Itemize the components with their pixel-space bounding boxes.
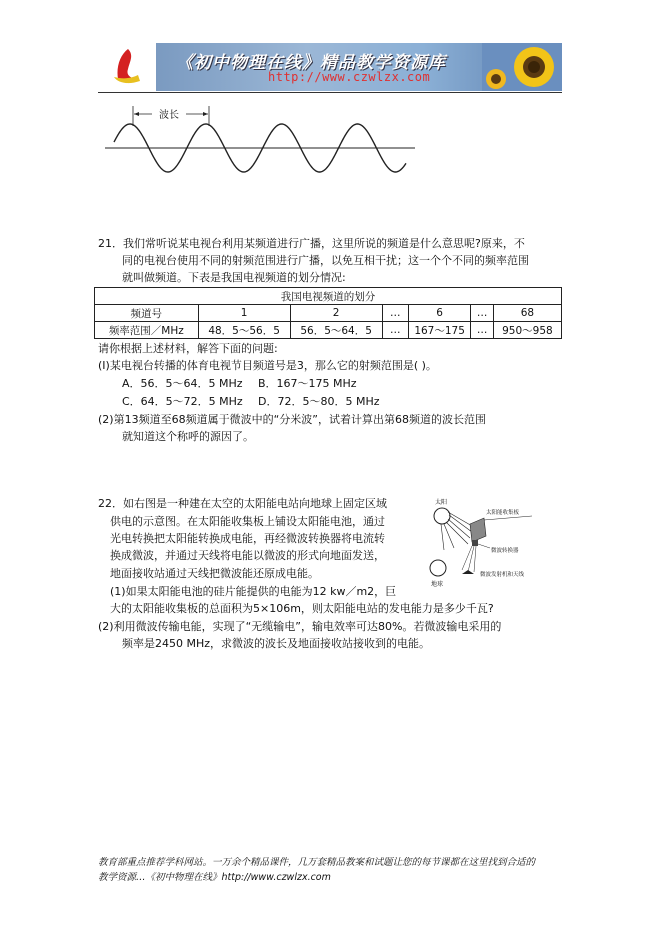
q22-line2: 供电的示意图。在太阳能收集板上铺设太阳能电池，通过 bbox=[110, 515, 385, 528]
q21-line1: 21．我们常听说某电视台利用某频道进行广播，这里所说的频道是什么意思呢?原来，不 bbox=[98, 237, 525, 250]
banner-title: 《初中物理在线》精品教学资源库 bbox=[176, 53, 446, 73]
wave-label: 波长 bbox=[159, 110, 179, 121]
q22-sub2-line1: (2)利用微波传输电能，实现了“无缆输电”，输电效率可达80%。若微波输电采用的 bbox=[98, 620, 502, 633]
q21-line2: 同的电视台使用不同的射频范围进行广播，以免互相干扰；这一个个不同的频率范围 bbox=[122, 254, 529, 267]
wave-figure bbox=[100, 100, 420, 180]
q21-prompt: 请你根据上述材料，解答下面的问题: bbox=[98, 342, 278, 355]
table-cell: 167～175 bbox=[408, 322, 470, 339]
sun-label: 太阳 bbox=[435, 499, 448, 506]
q21-sub1: (I)某电视台转播的体育电视节目频道号是3，那么它的射频范围是( )。 bbox=[98, 359, 437, 372]
table-cell: … bbox=[471, 305, 493, 322]
option-c: C．64．5～72．5 MHz bbox=[122, 395, 243, 408]
table-cell: 48．5～56．5 bbox=[198, 322, 290, 339]
q22-sub2-line2: 频率是2450 MHz，求微波的波长及地面接收站接收到的电能。 bbox=[122, 637, 431, 650]
solar-station-diagram bbox=[428, 496, 553, 588]
station-label: 微波发射机和天线 bbox=[480, 572, 525, 578]
q22-sub1-line2: 大的太阳能收集板的总面积为5×106m，则太阳能电站的发电能力是多少千瓦? bbox=[110, 602, 494, 615]
table-cell: 56．5～64．5 bbox=[290, 322, 382, 339]
table-cell: 68 bbox=[493, 305, 561, 322]
q22-sub1-line1: (1)如果太阳能电池的硅片能提供的电能为12 kw／m2，巨 bbox=[110, 585, 397, 598]
table-cell: 950～958 bbox=[493, 322, 561, 339]
q22-line5: 地面接收站通过天线把微波能还原成电能。 bbox=[110, 567, 319, 580]
option-d: D．72．5～80．5 MHz bbox=[258, 395, 380, 408]
header-banner bbox=[98, 43, 562, 91]
q21-sub2-line1: (2)第13频道至68频道属于微波中的“分米波”，试着计算出第68频道的波长范围 bbox=[98, 413, 486, 426]
table-caption: 我国电视频道的划分 bbox=[95, 288, 562, 305]
q21-line3: 就叫做频道。下表是我国电视频道的划分情况: bbox=[122, 271, 346, 284]
earth-label: 地球 bbox=[431, 581, 444, 588]
header-rule bbox=[98, 92, 562, 93]
q22-line3: 光电转换把太阳能转换成电能，再经微波转换器将电流转 bbox=[110, 532, 385, 545]
panel-label: 太阳能收集板 bbox=[486, 510, 520, 516]
option-b: B．167～175 MHz bbox=[258, 377, 357, 390]
banner-url[interactable]: http://www.czwlzx.com bbox=[268, 70, 431, 84]
table-row bbox=[95, 305, 562, 322]
table-cell: … bbox=[382, 305, 408, 322]
footer-line1: 教育部重点推荐学科网站。一万余个精品课件，几万套精品教案和试题让您的每节课都在这里找到合适的 bbox=[98, 857, 536, 868]
option-a: A．56．5～64．5 MHz bbox=[122, 377, 243, 390]
channel-table bbox=[94, 287, 562, 339]
q22-line4: 换成微波，并通过天线将电能以微波的形式向地面发送， bbox=[110, 549, 385, 562]
q21-sub2-line2: 就知道这个称呼的源因了。 bbox=[122, 430, 254, 443]
row-header-channel: 频道号 bbox=[95, 305, 199, 322]
footer-line2 bbox=[98, 870, 568, 885]
footer-url[interactable]: http://www.czwlzx.com bbox=[221, 872, 331, 883]
sunflower-icon bbox=[482, 43, 562, 91]
table-cell: … bbox=[382, 322, 408, 339]
q22-line1: 22．如右图是一种建在太空的太阳能电站向地球上固定区域 bbox=[98, 497, 387, 510]
row-header-frequency: 频率范围／MHz bbox=[95, 322, 199, 339]
logo-icon bbox=[108, 47, 146, 87]
footer bbox=[98, 855, 568, 885]
table-cell: 1 bbox=[198, 305, 290, 322]
table-cell: … bbox=[471, 322, 493, 339]
table-cell: 2 bbox=[290, 305, 382, 322]
converter-label: 微波转换器 bbox=[491, 548, 519, 554]
logo-box bbox=[98, 43, 156, 91]
table-row bbox=[95, 322, 562, 339]
footer-line2-prefix: 教学资源…《初中物理在线》 bbox=[98, 872, 222, 883]
table-cell: 6 bbox=[408, 305, 470, 322]
